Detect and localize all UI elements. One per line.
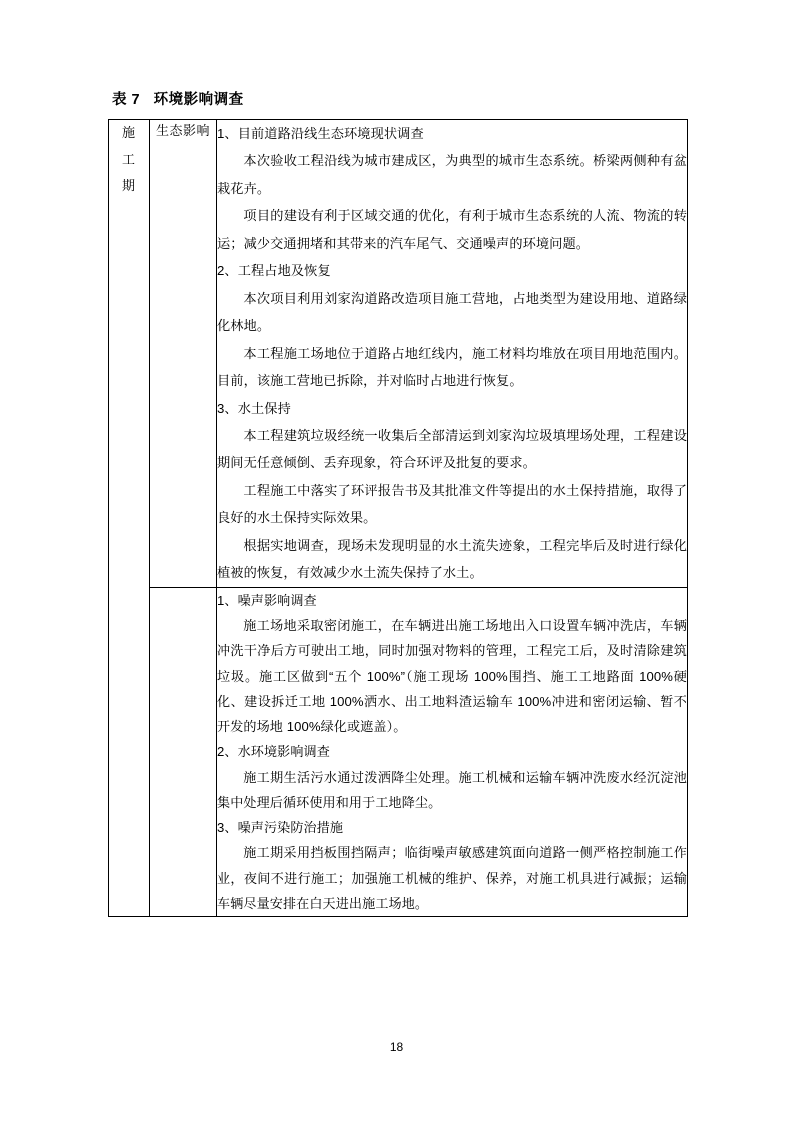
paragraph: 施工期生活污水通过泼洒降尘处理。施工机械和运输车辆冲洗废水经沉淀池集中处理后循环使用和用于工地降尘。 [217,769,687,810]
paragraph: 根据实地调查，现场未发现明显的水土流失迹象，工程完毕后及时进行绿化植被的恢复，有效减少水土流失保持了水土。 [217,537,687,581]
paragraph: 2、水环境影响调查 [217,744,330,760]
paragraph: 施工期采用挡板围挡隔声；临街噪声敏感建筑面向道路一侧严格控制施工作业，夜间不进行施工；加强施工机械的维护、保养，对施工机具进行减振；运输车辆尽量安排在白天进出施工场地。 [217,845,687,911]
category-label: 生态影响 [155,123,210,138]
content-cell-environment [217,587,688,916]
environmental-impact-table [108,119,688,917]
paragraph: 项目的建设有利于区域交通的优化，有利于城市生态系统的人流、物流的转运；减少交通拥堵和其带来的汽车尾气、交通噪声的环境问题。 [217,208,687,251]
category-cell-ecology [150,120,217,588]
paragraph: 本工程施工场地位于道路占地红线内，施工材料均堆放在项目用地范围内。目前，该施工营地已拆除，并对临时占地进行恢复。 [217,345,687,389]
paragraph: 本次项目利用刘家沟道路改造项目施工营地，占地类型为建设用地、道路绿化林地。 [217,290,687,334]
period-char-1: 施 [121,125,136,140]
period-label [109,120,149,200]
paragraph: 工程施工中落实了环评报告书及其批准文件等提出的水土保持措施，取得了良好的水土保持实际效果。 [217,482,687,526]
paragraph: 施工场地采取密闭施工，在车辆进出施工场地出入口设置车辆冲洗店，车辆冲洗干净后方可驶出工地，同时加强对物料的管理，工程完工后，及时清除建筑垃圾。施工区做到“五个 100%”（施工现场 100%围挡、施工工地路面 100%硬化、建设拆迁工地 100%洒水、出工地料渣运输车 100%冲进和密闭运输、暂不开发的场地 100%绿化或遮盖）。 [217,617,687,735]
paragraph: 3、水土保持 [217,400,291,416]
paragraph: 2、工程占地及恢复 [217,263,331,279]
paragraph: 本工程建筑垃圾经统一收集后全部清运到刘家沟垃圾填埋场处理，工程建设期间无任意倾倒、丢弃现象，符合环评及批复的要求。 [217,427,687,471]
paragraph: 1、目前道路沿线生态环境现状调查 [217,126,424,141]
period-char-3: 期 [121,178,136,194]
page-title: 表 7 环境影响调查 [112,92,244,108]
table-row [109,120,688,588]
content-cell-ecology [217,120,688,588]
period-char-2: 工 [121,151,136,167]
row-header-period [109,120,150,917]
paragraph: 本次验收工程沿线为城市建成区，为典型的城市生态系统。桥梁两侧种有盆栽花卉。 [217,153,687,196]
table-row [109,587,688,916]
page-number: 18 [389,1040,404,1054]
category-cell-environment [150,587,217,916]
paragraph: 3、噪声污染防治措施 [217,820,344,836]
paragraph: 1、噪声影响调查 [217,592,317,608]
